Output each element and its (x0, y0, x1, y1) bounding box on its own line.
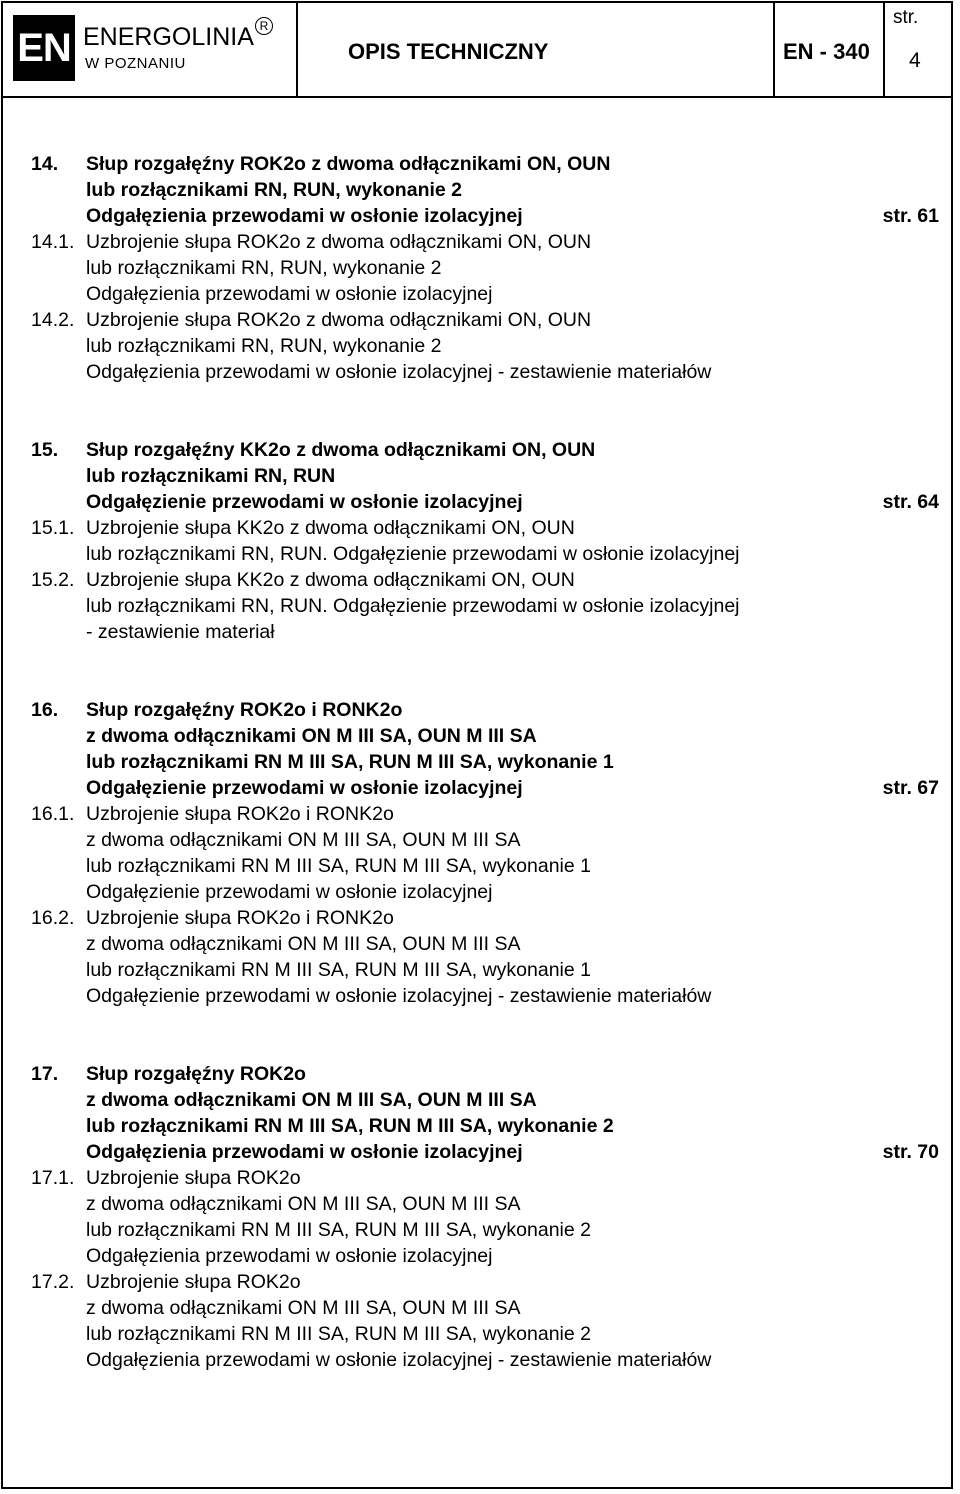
toc-entry-text: Odgałęzienie przewodami w osłonie izolacyjnej (86, 881, 493, 903)
toc-entry-text: Odgałęzienia przewodami w osłonie izolacyjnej (86, 1245, 493, 1267)
toc-entry-text: z dwoma odłącznikami ON M III SA, OUN M III SA (86, 829, 521, 851)
toc-row (31, 1295, 941, 1321)
toc-row (31, 463, 941, 489)
document-code: EN - 340 (783, 39, 870, 64)
toc-entry-number: 16.2. (31, 907, 75, 929)
toc-row (31, 619, 941, 645)
toc-entry-text: z dwoma odłącznikami ON M III SA, OUN M III SA (86, 1193, 521, 1215)
toc-entry-number: 15.2. (31, 569, 75, 591)
toc-row (31, 203, 941, 229)
toc-section (31, 437, 941, 645)
toc-entry-text: lub rozłącznikami RN M III SA, RUN M III SA, wykonanie 1 (86, 959, 591, 981)
toc-row (31, 1061, 941, 1087)
page-header (3, 3, 951, 98)
toc-entry-text: lub rozłącznikami RN M III SA, RUN M III SA, wykonanie 2 (86, 1115, 614, 1137)
toc-section (31, 1061, 941, 1373)
toc-row (31, 177, 941, 203)
toc-row (31, 151, 941, 177)
toc-entry-text: Słup rozgałęźny ROK2o (86, 1063, 306, 1085)
toc-row (31, 437, 941, 463)
toc-row (31, 983, 941, 1009)
toc-section (31, 151, 941, 385)
toc-row (31, 905, 941, 931)
document-title: OPIS TECHNICZNY (348, 39, 549, 64)
toc-row (31, 1165, 941, 1191)
toc-row (31, 1243, 941, 1269)
toc-entry-text: lub rozłącznikami RN, RUN. Odgałęzienie przewodami w osłonie izolacyjnej (86, 595, 740, 617)
toc-entry-text: - zestawienie materiał (86, 621, 275, 643)
toc-section (31, 697, 941, 1009)
toc-entry-text: lub rozłącznikami RN, RUN, wykonanie 2 (86, 257, 442, 279)
toc-row (31, 723, 941, 749)
page-frame (1, 1, 953, 1489)
toc-page-reference: str. 70 (882, 1141, 939, 1163)
toc-entry-text: Odgałęzienie przewodami w osłonie izolacyjnej (86, 777, 523, 799)
toc-row (31, 957, 941, 983)
toc-entry-text: lub rozłącznikami RN M III SA, RUN M III SA, wykonanie 2 (86, 1323, 591, 1345)
toc-row (31, 1347, 941, 1373)
toc-row (31, 879, 941, 905)
toc-entry-text: Uzbrojenie słupa ROK2o z dwoma odłącznikami ON, OUN (86, 231, 592, 253)
toc-row (31, 1321, 941, 1347)
toc-row (31, 931, 941, 957)
header-divider (296, 3, 298, 96)
toc-entry-number: 14.2. (31, 309, 75, 331)
toc-entry-text: z dwoma odłącznikami ON M III SA, OUN M III SA (86, 933, 521, 955)
toc-entry-text: lub rozłącznikami RN, RUN, wykonanie 2 (86, 335, 442, 357)
toc-row (31, 853, 941, 879)
company-name-text: ENERGOLINIA (83, 23, 254, 51)
toc-row (31, 1113, 941, 1139)
toc-row (31, 359, 941, 385)
toc-row (31, 541, 941, 567)
header-divider (883, 3, 885, 96)
toc-entry-number: 16. (31, 699, 59, 721)
toc-entry-text: lub rozłącznikami RN, RUN, wykonanie 2 (86, 179, 463, 201)
toc-entry-text: Odgałęzienia przewodami w osłonie izolacyjnej (86, 205, 523, 227)
company-name (83, 19, 269, 51)
toc-entry-number: 16.1. (31, 803, 75, 825)
toc-entry-text: Odgałęzienia przewodami w osłonie izolacyjnej - zestawienie materiałów (86, 361, 712, 383)
toc-entry-text: z dwoma odłącznikami ON M III SA, OUN M III SA (86, 1089, 537, 1111)
toc-row (31, 281, 941, 307)
toc-row (31, 1087, 941, 1113)
toc-row (31, 1191, 941, 1217)
toc-entry-text: z dwoma odłącznikami ON M III SA, OUN M III SA (86, 725, 537, 747)
toc-entry-number: 17.2. (31, 1271, 75, 1293)
toc-row (31, 827, 941, 853)
toc-row (31, 1269, 941, 1295)
header-divider (773, 3, 775, 96)
toc-row (31, 255, 941, 281)
toc-entry-text: Słup rozgałęźny ROK2o z dwoma odłącznikami ON, OUN (86, 153, 611, 175)
toc-entry-number: 17. (31, 1063, 59, 1085)
toc-page-reference: str. 64 (882, 491, 939, 513)
toc-entry-text: Uzbrojenie słupa KK2o z dwoma odłącznikami ON, OUN (86, 517, 575, 539)
toc-row (31, 229, 941, 255)
toc-row (31, 593, 941, 619)
toc-entry-text: Słup rozgałęźny KK2o z dwoma odłącznikami ON, OUN (86, 439, 596, 461)
toc-entry-text: Odgałęzienie przewodami w osłonie izolacyjnej (86, 491, 523, 513)
company-city: W POZNANIU (85, 55, 186, 72)
toc-row (31, 697, 941, 723)
toc-entry-number: 15. (31, 439, 59, 461)
toc-row (31, 1217, 941, 1243)
toc-row (31, 307, 941, 333)
table-of-contents (31, 151, 941, 1373)
toc-entry-text: Odgałęzienia przewodami w osłonie izolacyjnej (86, 283, 493, 305)
toc-entry-text: Odgałęzienie przewodami w osłonie izolacyjnej - zestawienie materiałów (86, 985, 712, 1007)
toc-entry-number: 15.1. (31, 517, 75, 539)
toc-entry-text: z dwoma odłącznikami ON M III SA, OUN M III SA (86, 1297, 521, 1319)
toc-entry-number: 14. (31, 153, 59, 175)
toc-row (31, 515, 941, 541)
toc-entry-text: Słup rozgałęźny ROK2o i RONK2o (86, 699, 403, 721)
toc-row (31, 801, 941, 827)
toc-entry-text: Uzbrojenie słupa ROK2o (86, 1167, 301, 1189)
toc-entry-text: Uzbrojenie słupa ROK2o z dwoma odłącznikami ON, OUN (86, 309, 592, 331)
toc-entry-text: Uzbrojenie słupa ROK2o (86, 1271, 301, 1293)
toc-entry-text: lub rozłącznikami RN M III SA, RUN M III SA, wykonanie 1 (86, 855, 591, 877)
company-logo (13, 15, 75, 81)
toc-entry-text: lub rozłącznikami RN, RUN (86, 465, 336, 487)
page-number: 4 (909, 49, 921, 72)
toc-entry-number: 17.1. (31, 1167, 75, 1189)
toc-entry-text: Uzbrojenie słupa ROK2o i RONK2o (86, 907, 394, 929)
toc-row (31, 775, 941, 801)
toc-entry-number: 14.1. (31, 231, 75, 253)
toc-row (31, 333, 941, 359)
toc-page-reference: str. 61 (882, 205, 939, 227)
toc-entry-text: lub rozłącznikami RN M III SA, RUN M III SA, wykonanie 2 (86, 1219, 591, 1241)
toc-row (31, 489, 941, 515)
toc-row (31, 567, 941, 593)
registered-mark-icon: R (255, 17, 273, 35)
toc-entry-text: Uzbrojenie słupa KK2o z dwoma odłącznikami ON, OUN (86, 569, 575, 591)
toc-row (31, 749, 941, 775)
toc-entry-text: lub rozłącznikami RN M III SA, RUN M III SA, wykonanie 1 (86, 751, 614, 773)
toc-entry-text: Odgałęzienia przewodami w osłonie izolacyjnej (86, 1141, 523, 1163)
toc-entry-text: lub rozłącznikami RN, RUN. Odgałęzienie przewodami w osłonie izolacyjnej (86, 543, 740, 565)
toc-entry-text: Uzbrojenie słupa ROK2o i RONK2o (86, 803, 394, 825)
toc-page-reference: str. 67 (882, 777, 939, 799)
toc-entry-text: Odgałęzienia przewodami w osłonie izolacyjnej - zestawienie materiałów (86, 1349, 712, 1371)
logo-text: EN (17, 26, 71, 70)
toc-row (31, 1139, 941, 1165)
page-label: str. (893, 7, 919, 28)
